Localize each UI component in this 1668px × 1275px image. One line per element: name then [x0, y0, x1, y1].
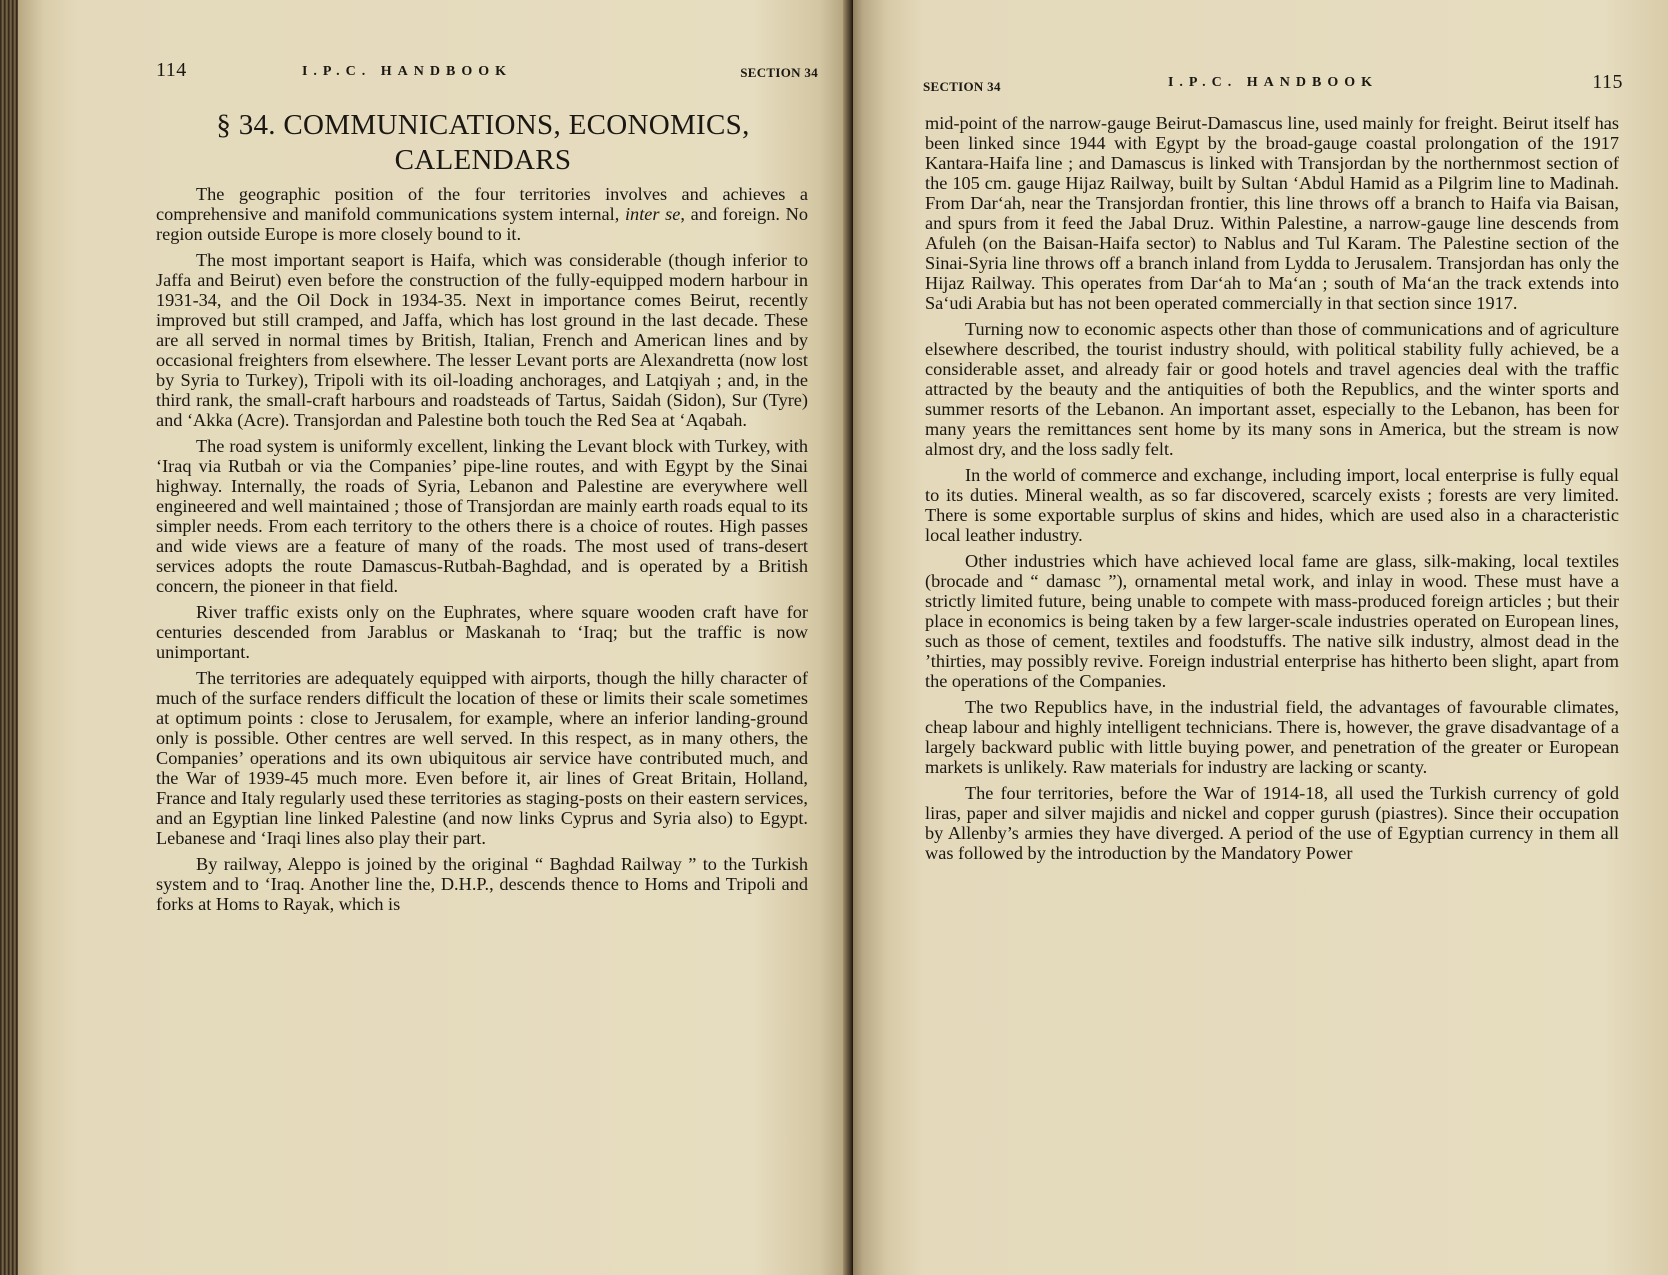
paragraph: The two Republics have, in the industrial field, the advantages of favourable climates, cheap labour and highly intelligent technicians. There is, however, the grave disadvantage of a largely backward public with little buying power, and penetration of the greater or European markets is unlikely. Raw materials for industry are lacking or scanty. [925, 697, 1619, 777]
paragraph: By railway, Aleppo is joined by the original “ Baghdad Railway ” to the Turkish system and to ‘Iraq. Another line the, D.H.P., descends thence to Homs and Tripoli and forks at Homs to Rayak, which is [156, 854, 808, 914]
paragraph: The most important seaport is Haifa, which was considerable (though inferior to Jaffa and Beirut) even before the construction of the fully-equipped modern harbour in 1931-34, and the Oil Dock in 1934-35. Next in importance comes Beirut, recently improved but still cramped, and Jaffa, which has lost ground in the last decade. These are all served in normal times by British, Italian, French and American lines and by occasional freighters from elsewhere. The lesser Levant ports are Alexandretta (now lost by Syria to Turkey), Tripoli with its oil-loading anchorages, and Latqiyah ; and, in the third rank, the small-craft harbours and roadsteads of Tartus, Saidah (Sidon), Sur (Tyre) and ‘Akka (Acre). Transjordan and Palestine both touch the Red Sea at ‘Aqabah. [156, 250, 808, 430]
right-running-header [923, 71, 1623, 97]
paragraph: Turning now to economic aspects other than those of communications and of agriculture elsewhere described, the tourist industry should, with political stability fully achieved, be a considerable asset, and already fair or good hotels and travel agencies deal with the traffic attracted by the beauty and the antiquities of both the Republics, and the winter sports and summer resorts of the Lebanon. An important asset, especially to the Lebanon, has been for many years the remittances sent home by its many sons in America, but the stream is now almost dry, and the loss sadly felt. [925, 319, 1619, 459]
right-page [853, 0, 1668, 1275]
running-title: I.P.C. HANDBOOK [1167, 75, 1379, 90]
paragraph: The four territories, before the War of 1914-18, all used the Turkish currency of gold liras, paper and silver majidis and nickel and copper gurush (piastres). Since their occupation by Allenby’s armies they have diverged. A period of the use of Egyptian currency in them all was followed by the introduction by the Mandatory Power [925, 783, 1619, 863]
page-number: 115 [1592, 71, 1623, 93]
section-heading: § 34. COMMUNICATIONS, ECONOMICS, CALENDARS [216, 109, 750, 176]
section-tag: SECTION 34 [923, 79, 1001, 94]
page-number: 114 [156, 59, 187, 81]
paragraph: The geographic position of the four territories involves and achieves a comprehensive and manifold communications system internal, inter se, and foreign. No region outside Europe is more closely bound to it. [156, 184, 808, 244]
left-running-header [156, 59, 818, 86]
paragraph: River traffic exists only on the Euphrates, where square wooden craft have for centuries descended from Jarablus or Maskanah to ‘Iraq; but the traffic is now unimportant. [156, 602, 808, 662]
left-page [18, 0, 853, 1275]
section-tag: SECTION 34 [740, 65, 818, 80]
continued-paragraph: mid-point of the narrow-gauge Beirut-Damascus line, used mainly for freight. Beirut itself has been linked since 1944 with Egypt by the broad-gauge coastal prolongation of the 1917 Kantara-Haifa line ; and Damascus is linked with Transjordan by the northernmost section of the 105 cm. gauge Hijaz Railway, built by Sultan ‘Abdul Hamid as a Pilgrim line to Madinah. From Dar‘ah, near the Transjordan frontier, this line throws off a branch to Haifa via Baisan, and spurs from it feed the Jabal Druz. Within Palestine, a narrow-gauge line descends from Afuleh (on the Baisan-Haifa sector) to Nablus and Tul Karam. The Palestine section of the Sinai-Syria line throws off a branch inland from Lydda to Jerusalem. Transjordan has only the Hijaz Railway. This operates from Dar‘ah to Ma‘an ; south of Ma‘an the track extends into Sa‘udi Arabia but has not been operated commercially in that section since 1917. [925, 113, 1619, 313]
paragraph: Other industries which have achieved local fame are glass, silk-making, local textiles (brocade and “ damasc ”), ornamental metal work, and inlay in wood. These must have a strictly limited future, being unable to compete with mass-produced foreign articles ; but their place in economics is being taken by a few larger-scale industries operated on European lines, such as those of cement, textiles and foodstuffs. The native silk industry, almost dead in the ’thirties, may possibly revive. Foreign industrial enterprise has hitherto been slight, apart from the operations of the Companies. [925, 551, 1619, 691]
right-body-text [925, 113, 1619, 869]
paragraph: The road system is uniformly excellent, linking the Levant block with Turkey, with ‘Iraq via Rutbah or via the Companies’ pipe-line routes, and with Egypt by the Sinai highway. Internally, the roads of Syria, Lebanon and Palestine are everywhere well engineered and well maintained ; those of Transjordan are mainly earth roads equal to its simpler needs. From each territory to the others there is a choice of routes. High passes and wide views are a feature of many of the roads. The most used of trans-desert services adopts the route Damascus-Rutbah-Baghdad, and is operated by a British concern, the pioneer in that field. [156, 436, 808, 596]
left-body-text [156, 184, 808, 920]
page-edges [0, 0, 18, 1275]
paragraph: The territories are adequately equipped with airports, though the hilly character of much of the surface renders difficult the location of these or limits their scale sometimes at optimum points : close to Jerusalem, for example, where an inferior landing-ground only is possible. Other centres are well served. In this respect, as in many others, the Companies’ operations and its own ubiquitous air service have contributed much, and the War of 1939-45 much more. Even before it, air lines of Great Britain, Holland, France and Italy regularly used these territories as staging-posts on their eastern services, and an Egyptian line linked Palestine (and now links Cyprus and Syria also) to Egypt. Lebanese and ‘Iraqi lines also play their part. [156, 668, 808, 848]
paragraph: In the world of commerce and exchange, including import, local enterprise is fully equal to its duties. Mineral wealth, as so far discovered, scarcely exists ; forests are very limited. There is some exportable surplus of skins and hides, which are used also in a characteristic local leather industry. [925, 465, 1619, 545]
running-title: I.P.C. HANDBOOK [301, 64, 513, 79]
